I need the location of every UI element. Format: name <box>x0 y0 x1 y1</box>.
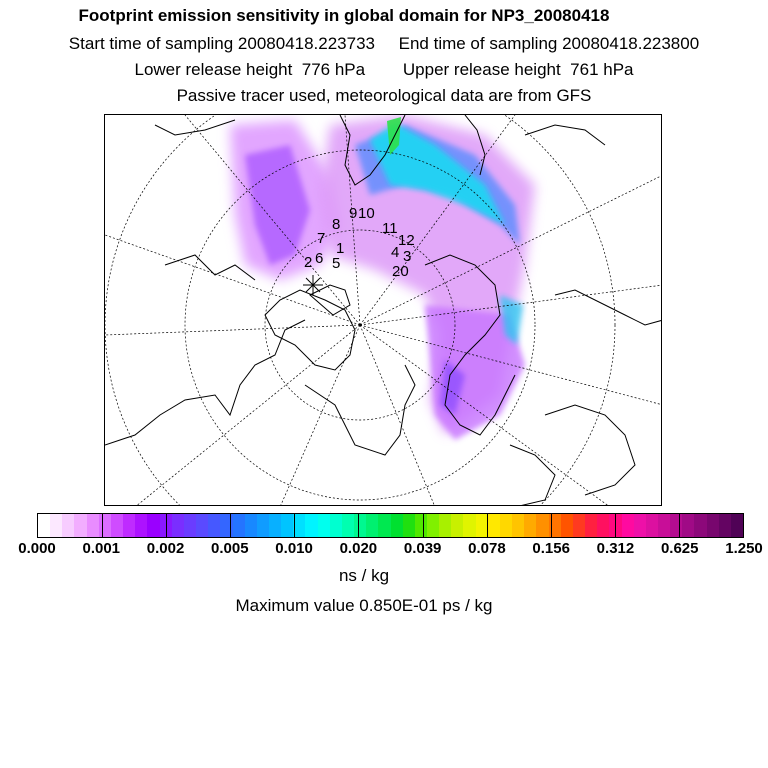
colorbar-segment <box>731 514 743 537</box>
colorbar-segment <box>184 514 196 537</box>
colorbar-segment <box>123 514 135 537</box>
cluster-label-3: 3 <box>403 248 412 265</box>
colorbar-segment <box>707 514 719 537</box>
cluster-label-20: 20 <box>392 263 409 280</box>
colorbar-segment <box>378 514 390 537</box>
cluster-label-10: 10 <box>358 205 375 222</box>
cluster-label-1: 1 <box>336 240 345 257</box>
colorbar-divider <box>679 514 680 537</box>
map-canvas <box>105 115 662 506</box>
cluster-label-12: 12 <box>398 232 415 249</box>
colorbar-tick-label: 0.078 <box>468 540 506 557</box>
colorbar-segment <box>463 514 475 537</box>
colorbar-segment <box>366 514 378 537</box>
colorbar-tick-labels <box>0 540 768 560</box>
colorbar-segment <box>682 514 694 537</box>
colorbar-segment <box>281 514 293 537</box>
colorbar-segment <box>87 514 99 537</box>
cluster-label-9: 9 <box>349 205 358 222</box>
colorbar-segment <box>196 514 208 537</box>
colorbar-tick-label: 0.010 <box>275 540 313 557</box>
colorbar-tick-label: 0.001 <box>82 540 121 557</box>
colorbar-divider <box>487 514 488 537</box>
colorbar-segment <box>512 514 524 537</box>
colorbar-divider <box>423 514 424 537</box>
colorbar-divider <box>615 514 616 537</box>
colorbar-segment <box>427 514 439 537</box>
colorbar-divider <box>358 514 359 537</box>
colorbar-segment <box>245 514 257 537</box>
colorbar-segment <box>257 514 269 537</box>
sensitivity-plume <box>230 115 535 440</box>
colorbar-tick-label: 0.005 <box>211 540 249 557</box>
colorbar-divider <box>551 514 552 537</box>
colorbar-tick-label: 0.020 <box>339 540 378 557</box>
footprint-map <box>104 114 662 506</box>
colorbar-segment <box>269 514 281 537</box>
colorbar-segment <box>403 514 415 537</box>
colorbar-segment <box>719 514 731 537</box>
colorbar-segment <box>561 514 573 537</box>
colorbar-segment <box>135 514 147 537</box>
plot-title: Footprint emission sensitivity in global domain for NP3_20080418 <box>78 6 610 25</box>
colorbar-tick-label: 1.250 <box>725 540 763 557</box>
colorbar-segment <box>524 514 536 537</box>
colorbar-segment <box>597 514 609 537</box>
maximum-value: Maximum value 0.850E-01 ps / kg <box>235 596 493 615</box>
colorbar <box>37 513 744 538</box>
cluster-label-7: 7 <box>317 230 326 247</box>
colorbar-tick-label: 0.625 <box>660 540 699 557</box>
cluster-label-8: 8 <box>332 216 341 233</box>
colorbar-tick-label: 0.039 <box>403 540 442 557</box>
colorbar-segment <box>585 514 597 537</box>
colorbar-segment <box>634 514 646 537</box>
cluster-label-4: 4 <box>391 244 400 261</box>
colorbar-segment <box>500 514 512 537</box>
colorbar-tick-label: 0.000 <box>18 540 56 557</box>
cluster-label-11: 11 <box>382 220 398 237</box>
colorbar-segment <box>354 514 366 537</box>
colorbar-segment <box>172 514 184 537</box>
colorbar-segment <box>573 514 585 537</box>
release-location-marker <box>303 275 323 295</box>
colorbar-segment <box>330 514 342 537</box>
colorbar-segment <box>622 514 634 537</box>
cluster-label-6: 6 <box>315 250 324 267</box>
colorbar-segment <box>342 514 354 537</box>
colorbar-divider <box>102 514 103 537</box>
colorbar-tick-label: 0.156 <box>532 540 570 557</box>
colorbar-divider <box>294 514 295 537</box>
colorbar-segment <box>415 514 427 537</box>
cluster-label-5: 5 <box>332 255 341 272</box>
colorbar-segment <box>99 514 111 537</box>
colorbar-segment <box>391 514 403 537</box>
colorbar-segment <box>74 514 86 537</box>
tracer-info: Passive tracer used, meteorological data are from GFS <box>176 86 592 105</box>
sampling-times: Start time of sampling 20080418.223733 End time of sampling 20080418.223800 <box>68 34 700 53</box>
colorbar-tick-label: 0.002 <box>146 540 185 557</box>
colorbar-segment <box>38 514 50 537</box>
colorbar-segment <box>451 514 463 537</box>
colorbar-segment <box>233 514 245 537</box>
colorbar-segment <box>646 514 658 537</box>
colorbar-segment <box>658 514 670 537</box>
colorbar-segment <box>111 514 123 537</box>
colorbar-divider <box>166 514 167 537</box>
colorbar-segment <box>694 514 706 537</box>
colorbar-segment <box>208 514 220 537</box>
colorbar-unit: ns / kg <box>338 566 390 585</box>
release-heights: Lower release height 776 hPa Upper release height 761 hPa <box>134 60 634 79</box>
colorbar-segment <box>488 514 500 537</box>
colorbar-divider <box>230 514 231 537</box>
colorbar-segment <box>536 514 548 537</box>
colorbar-segment <box>439 514 451 537</box>
colorbar-segment <box>318 514 330 537</box>
colorbar-segment <box>50 514 62 537</box>
colorbar-segment <box>670 514 682 537</box>
cluster-label-2: 2 <box>304 254 313 271</box>
colorbar-segment <box>305 514 317 537</box>
colorbar-segment <box>147 514 159 537</box>
colorbar-segment <box>62 514 74 537</box>
colorbar-tick-label: 0.312 <box>596 540 635 557</box>
